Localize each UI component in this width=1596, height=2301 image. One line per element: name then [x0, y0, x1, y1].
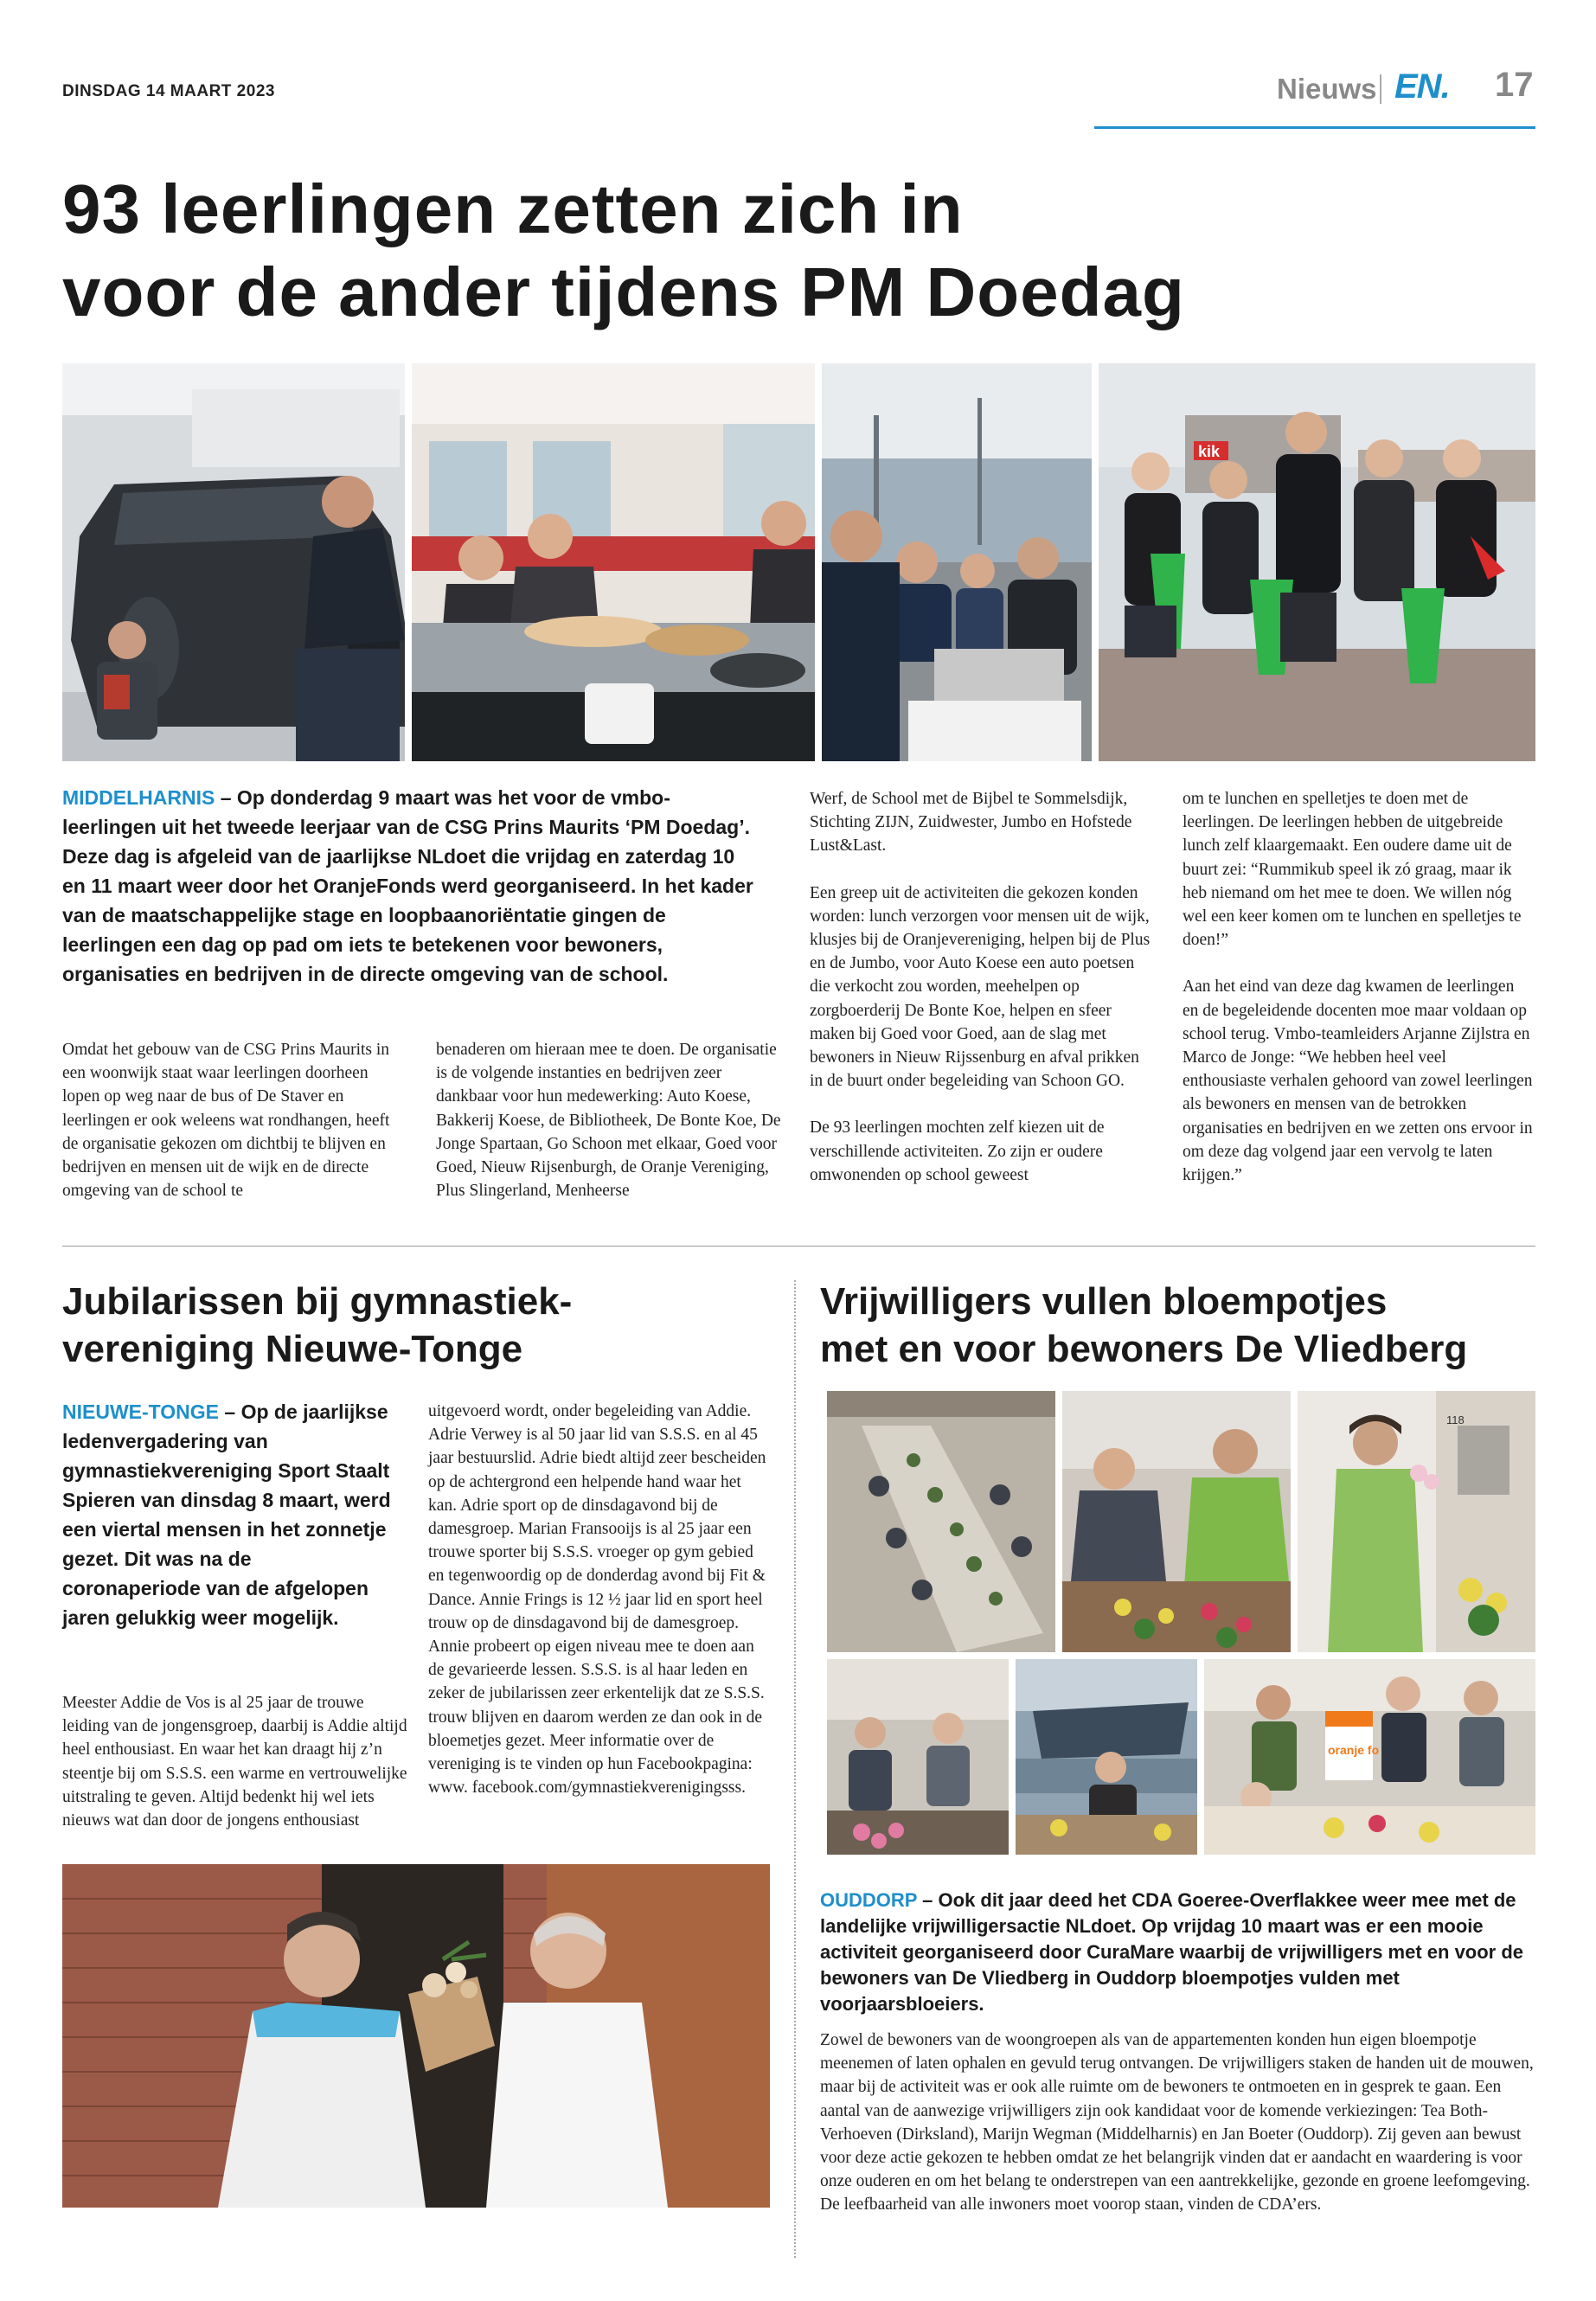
article3-photo-harbor-table — [1016, 1659, 1197, 1855]
article1-photo-kitchen — [412, 363, 815, 761]
article1-headline-line1: 93 leerlingen zetten zich in — [62, 170, 964, 247]
banner-text: oranje fo — [1328, 1743, 1380, 1757]
article-divider — [62, 1246, 1535, 1247]
article1-photo-harbor — [822, 363, 1092, 761]
article3-body: Zowel de bewoners van de woongroepen als van de appartementen konden hun eigen bloempotje meenemen of laten ophalen en gevuld terug ontvangen. De vrijwilligers staken de handen uit de mouwen, maar bij de activiteit was er ook alle ruimte om de bewoners te ontmoeten en in gesprek te gaan. Een aantal van de aanwezige vrijwilligers zijn ook kandidaat voor de komende verkiezingen: Tea Both-Verhoeven (Dirksland), Marijn Wegman (Middelharnis) en Jan Boeter (Ouddorp). Zij geven aan bewust voor deze actie gekozen te hebben omdat ze het belangrijk vinden dat er aandacht en waardering is voor onze ouderen en om het belang te onderstrepen van een aantrekkelijke, gezonde en groene leefomgeving. De leefbaarheid van alle inwoners moet voorop staan, vinden de CDA’ers. — [820, 2031, 1534, 2214]
article3-photo-residents-chairs — [827, 1659, 1009, 1855]
article2-dateline: NIEUWE-TONGE — [62, 1400, 220, 1423]
article1-headline-line2: voor de ander tijdens PM Doedag — [62, 253, 1185, 330]
article2-col2: uitgevoerd wordt, onder begeleiding van Addie. Adrie Verwey is al 50 jaar lid van S.S.S. en al 45 jaar bestuurslid. Adrie biedt altijd zeer bescheiden op de achtergrond een helpende hand waar het kan. Adrie sport op de dinsdagavond bij de damesgroep. Marian Fransooijs is al 25 jaar een trouwe sporter bij S.S.S. vroeger op gym gebied en tegenwoordig op de donderdag avond bij Fit & Dance. Annie Frings is 12 ½ jaar lid en sport heel trouw op de dinsdagavond bij de damesgroep. Annie probeert op eigen niveau mee te doen aan de gevarieerde lessen. S.S.S. is al haar leden en zeker de jubilarissen zeer erkentelijk dat ze S.S.S. trouw blijven en daarom werden ze dan ook in de bloemetjes gezet. Meer informatie over de vereniging is te vinden op hun Facebookpagina: www. facebook.com/gymnastiekverenigingsss. — [428, 1402, 766, 1798]
article2-lead — [62, 1397, 391, 1632]
section-label: Nieuws — [1277, 73, 1377, 105]
article1-headline — [62, 168, 1533, 334]
article1-col1: Omdat het gebouw van de CSG Prins Maurits in een woonwijk staat waar leerlingen doorheen lopen op weg naar de bus of De Staver en leerlingen er ook weleens wat rondhangen, heeft de organisatie gekozen om dichtbij te blijven en bedrijven en mensen uit de wijk en de directe omgeving van de school te — [62, 1041, 390, 1201]
article1-lead — [62, 783, 754, 989]
article3-photo-volunteers-group — [1204, 1659, 1535, 1855]
article3-headline — [820, 1278, 1547, 1373]
article1-col4-para2: Aan het eind van deze dag kwamen de leerlingen en de begeleidende docenten moe maar voldaan op school terug. Vmbo-teamleiders Arjanne Zijlstra en Marco de Jonge: “We hebben heel veel enthousiaste verhalen gehoord van zowel leerlingen als bewoners en mensen van de betrokken organisaties en bedrijven en we zetten ons ervoor in om deze dag volgend jaar een vervolg te laten krijgen.” — [1183, 977, 1533, 1185]
column-divider — [794, 1280, 796, 2258]
article1-col3 — [810, 787, 1156, 1210]
article1-col3-para2: Een greep uit de activiteiten die gekozen konden worden: lunch verzorgen voor mensen uit de wijk, klusjes bij de Oranjevereniging, helpen bij de Plus en de Jumbo, voor Auto Koese een auto poetsen die verkocht zou worden, meehelpen op zorgboerderij De Bonte Koe, helpen en sfeer maken bij Goed voor Goed, aan de slag met bewoners in Nieuw Rijssenburg en afval prikken in de buurt onder begeleiding van Schoon GO. — [810, 883, 1151, 1091]
page-number: 17 — [1495, 66, 1534, 104]
article1-col3-para3: De 93 leerlingen mochten zelf kiezen uit de verschillende activiteiten. Zo zijn er oudere omwonenden op school geweest — [810, 1118, 1105, 1184]
article1-photo-car-wash — [62, 363, 405, 761]
article3-headline-line1: Vrijwilligers vullen bloempotjes — [820, 1280, 1388, 1323]
article2-photo-jubilee — [62, 1864, 770, 2208]
article2-headline-line2: vereniging Nieuwe-Tonge — [62, 1328, 523, 1370]
header-separator — [1380, 74, 1381, 104]
article2-headline-line1: Jubilarissen bij gymnastiek- — [62, 1280, 573, 1323]
issue-date: DINSDAG 14 MAART 2023 — [62, 82, 275, 100]
article2-headline — [62, 1278, 789, 1373]
article3-headline-line2: met en voor bewoners De Vliedberg — [820, 1328, 1468, 1370]
article1-photo-litter-picking — [1099, 363, 1535, 761]
article2-col1: Meester Addie de Vos is al 25 jaar de trouwe leiding van de jongensgroep, daarbij is Addie altijd heel enthousiast. En waar het kan draagt hij z’n steentje bij om S.S.S. een warme en vertrouwelijke uitstraling te geven. Altijd bedenkt hij wel iets nieuws wat dan door de jongens enthousiast — [62, 1694, 407, 1830]
article3-photo-doorway — [1298, 1391, 1535, 1652]
shop-sign-text: kik — [1198, 443, 1221, 460]
header-rule — [1094, 126, 1535, 129]
article1-col4-para1: om te lunchen en spelletjes te doen met de leerlingen. De leerlingen hebben de uitgebreide lunch zelf klaargemaakt. Een oudere dame uit de buurt zei: “Rummikub speel ik zó graag, maar ik heb niemand om het mee te doen. We willen nóg wel een keer komen om te lunchen en spelletjes te doen!” — [1183, 790, 1522, 950]
article3-lead — [820, 1888, 1536, 2017]
article3-photo-aerial-table — [827, 1391, 1055, 1652]
article1-lead-text: – Op donderdag 9 maart was het voor de vmbo-leerlingen uit het tweede leerjaar van de CSG Prins Maurits ‘PM Doedag’. Deze dag is afgeleid van de jaarlijkse NLdoet die vrijdag en zaterdag 10 en 11 maart weer door het OranjeFonds werd georganiseerd. In het kader van de maatschappelijke stage en loopbaanoriëntatie gingen de leerlingen een dag op pad om iets te betekenen voor bewoners, organisaties en bedrijven in de directe omgeving van de school. — [62, 786, 753, 985]
door-number: 118 — [1446, 1413, 1465, 1426]
article1-col2: benaderen om hieraan mee te doen. De organisatie is de volgende instanties en bedrijven zeer dankbaar voor hun medewerking: Auto Koese, Bakkerij Koese, de Bibliotheek, De Bonte Koe, De Jonge Spartaan, Go Schoon met elkaar, Goed voor Goed, Nieuw Rijsenburgh, de Oranje Vereniging, Plus Slingerland, Menheerse — [436, 1041, 781, 1201]
article1-col3-para1: Werf, de School met de Bijbel te Sommelsdijk, Stichting ZIJN, Zuidwester, Jumbo en Hofstede Lust&Last. — [810, 790, 1132, 856]
article3-lead-text: – Ook dit jaar deed het CDA Goeree-Overflakkee weer mee met de landelijke vrijwilligersactie NLdoet. Op vrijdag 10 maart was er een mooie activiteit georganiseerd door CuraMare waarbij de vrijwilligers met en voor de bewoners van De Vliedberg in Ouddorp bloempotjes vulden met voorjaarsbloeiers. — [820, 1889, 1524, 2015]
article2-lead-text: – Op de jaarlijkse ledenvergadering van gymnastiekvereniging Sport Staalt Spieren van dinsdag 8 maart, werd een viertal mensen in het zonnetje gezet. Dit was na de coronaperiode van de afgelopen jaren gelukkig weer mogelijk. — [62, 1400, 391, 1629]
article1-dateline: MIDDELHARNIS — [62, 786, 215, 809]
article1-col4 — [1183, 787, 1533, 1210]
publication-logo: EN. — [1394, 67, 1450, 106]
article3-dateline: OUDDORP — [820, 1889, 918, 1911]
article3-photo-planting — [1062, 1391, 1291, 1652]
